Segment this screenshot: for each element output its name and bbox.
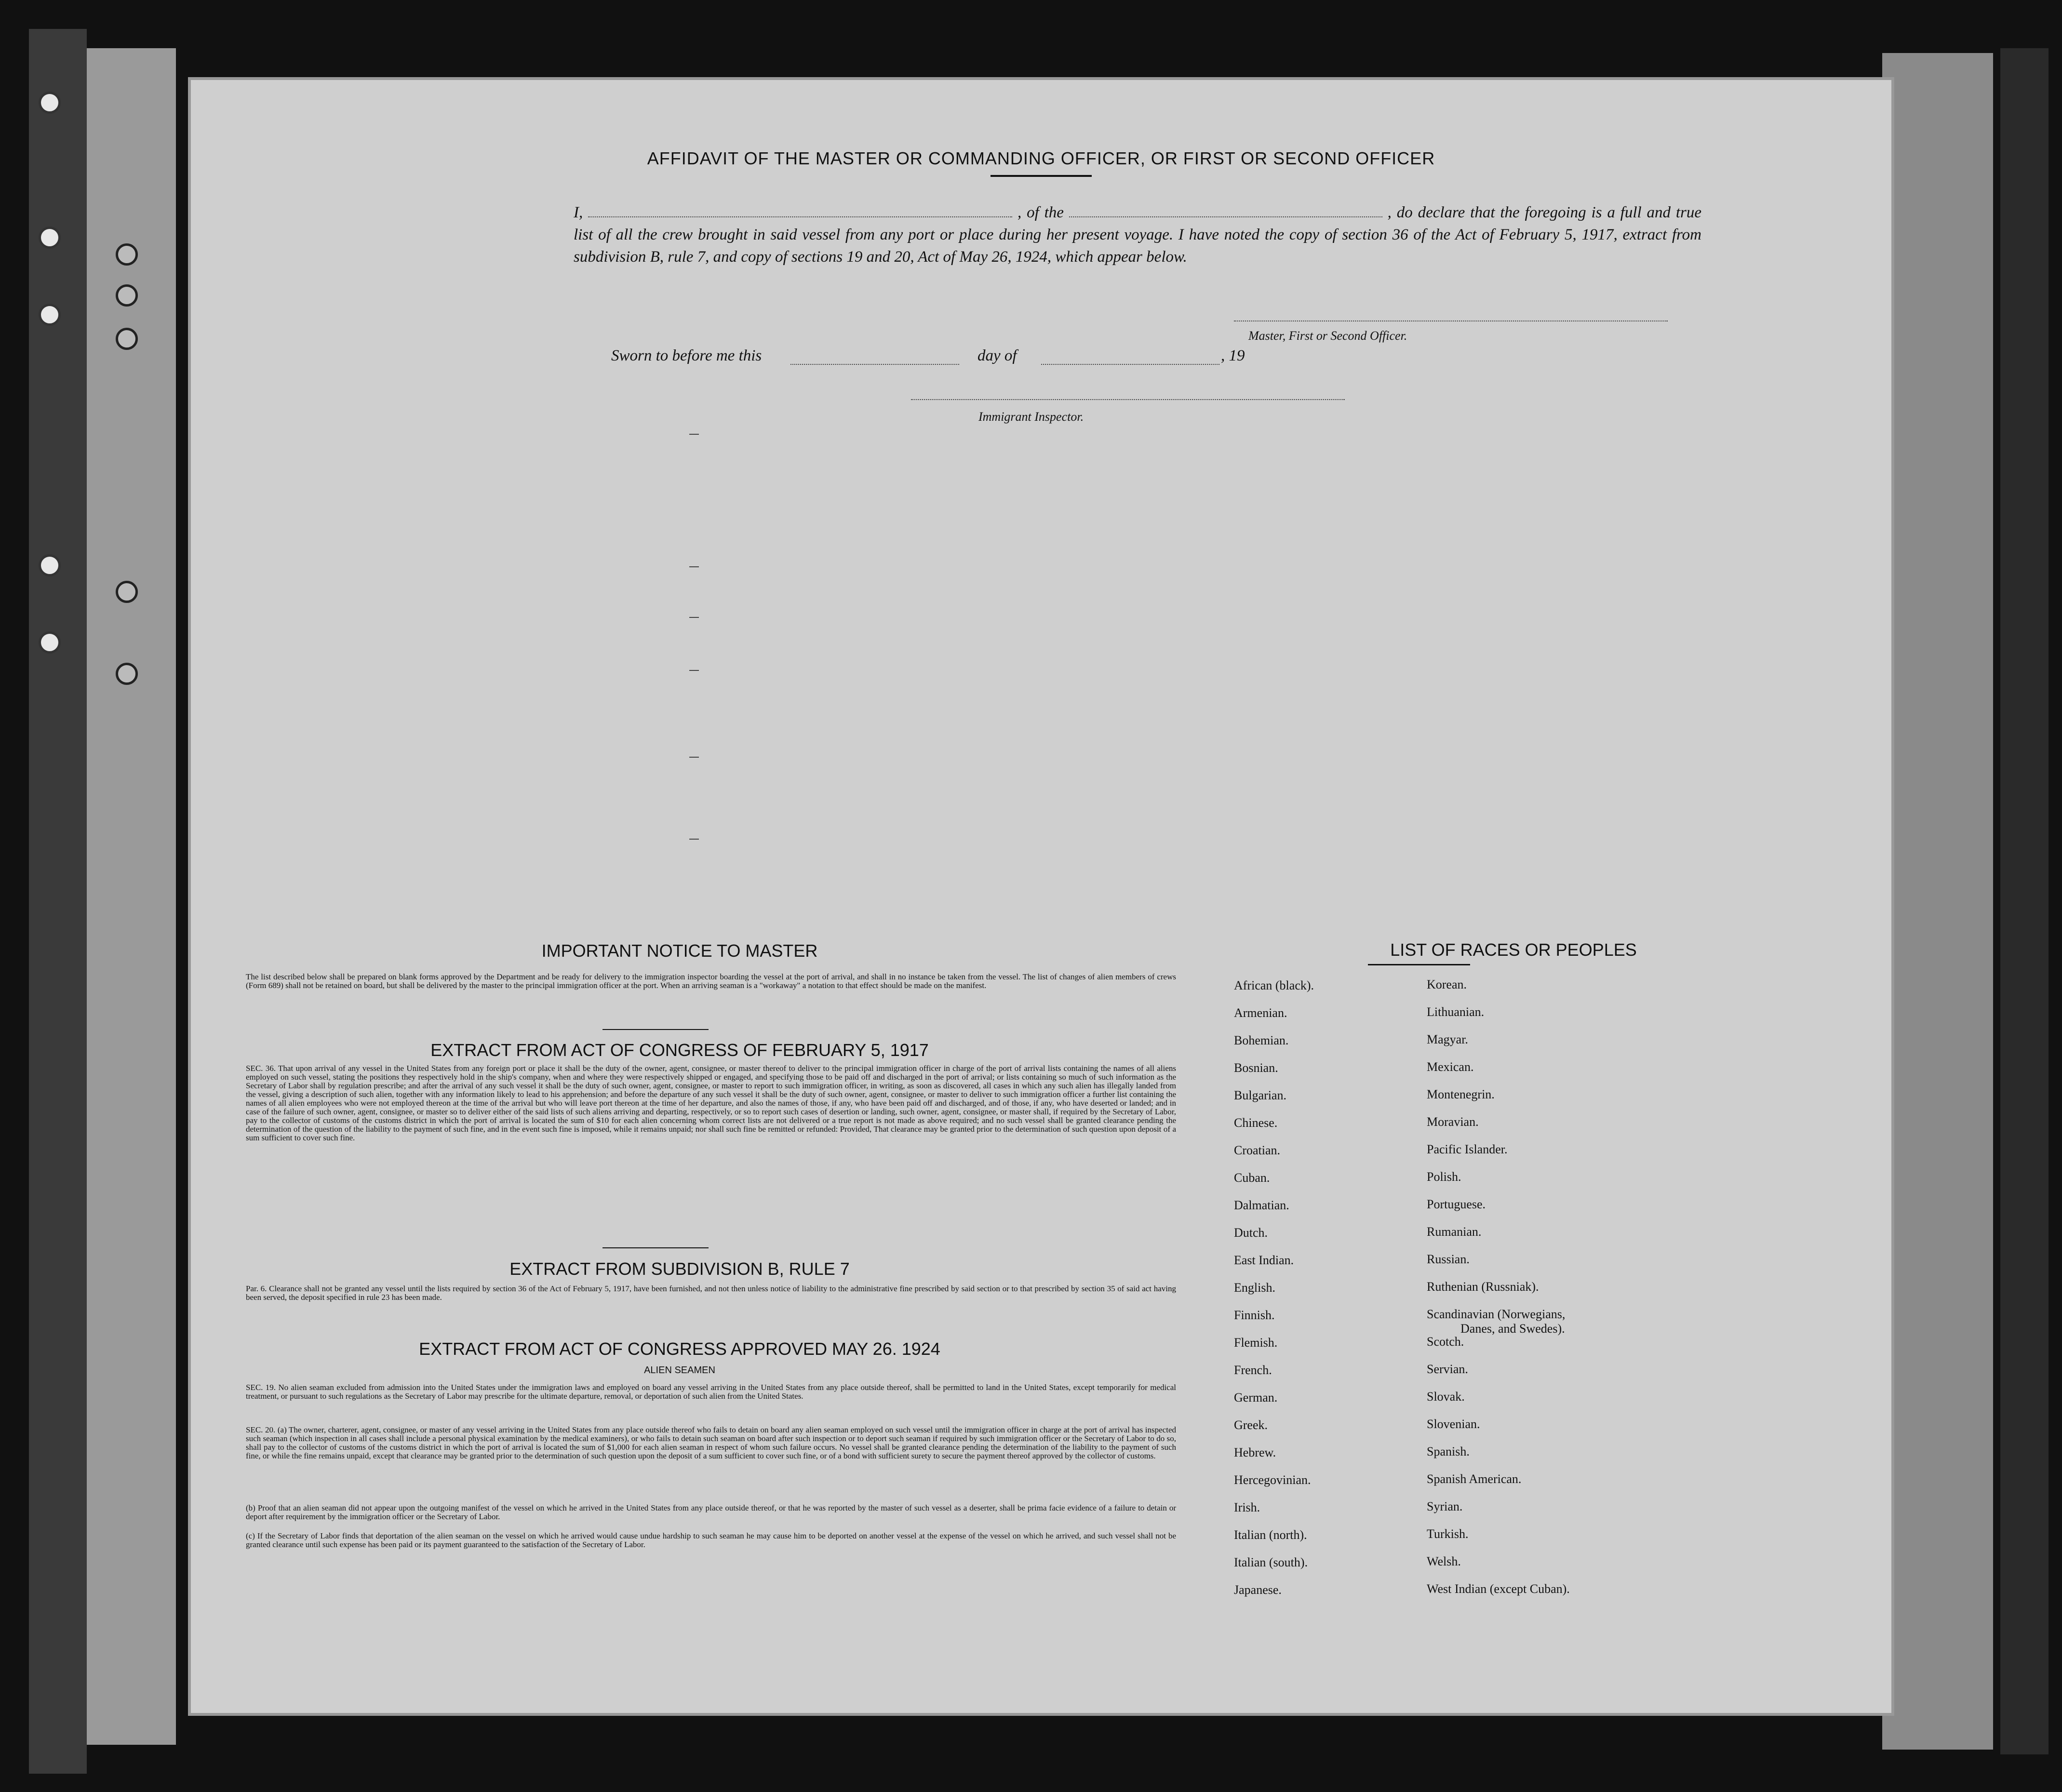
race-item: Armenian. [1234, 1006, 1287, 1020]
manifest-page [188, 77, 1894, 1716]
binder-hole [116, 243, 138, 266]
race-item: African (black). [1234, 978, 1314, 992]
race-item: Hebrew. [1234, 1445, 1276, 1459]
race-item: Croatian. [1234, 1143, 1281, 1157]
binder-hole [116, 663, 138, 685]
day-of-label: day of [977, 347, 1017, 364]
race-item: Moravian. [1427, 1115, 1479, 1129]
race-item: Scandinavian (Norwegians, Danes, and Swedes). [1427, 1307, 1570, 1335]
race-item: Lithuanian. [1427, 1005, 1485, 1019]
race-item: Scotch. [1427, 1335, 1464, 1349]
race-item: French. [1234, 1363, 1272, 1377]
notice-text: The list described below shall be prepared on blank forms approved by the Department and be ready for delivery to the immigration inspector boarding the vessel at the port of arrival, and shall in no instance be taken from the vessel. The list of changes of alien members of crews (Form 689) shall not be retained on board, but shall be delivered by the master to the principal immigration officer at the port. When an arriving seaman is a "workaway" a notation to that effect should be made on the manifest. [246, 972, 1176, 990]
section-rule [603, 1029, 709, 1030]
extract-rule7-text: Par. 6. Clearance shall not be granted any vessel until the lists required by section 36 of the Act of February 5, 1917, have been furnished, and not then unless notice of liability to the administrative fine prescribed by said section or to that prescribed by section 35 of said act having been served, the deposit specified in rule 23 has been made. [246, 1284, 1176, 1302]
race-item: Irish. [1234, 1500, 1260, 1514]
race-item: East Indian. [1234, 1253, 1294, 1267]
race-item: Italian (north). [1234, 1528, 1307, 1542]
race-item: Flemish. [1234, 1336, 1278, 1350]
race-item: Chinese. [1234, 1116, 1278, 1130]
race-item: Turkish. [1427, 1527, 1469, 1541]
sworn-label: Sworn to before me this [611, 347, 762, 364]
page-stack-edge [1882, 53, 1993, 1750]
race-item: Pacific Islander. [1427, 1142, 1508, 1156]
race-item: Magyar. [1427, 1032, 1468, 1046]
race-item: Spanish. [1427, 1444, 1470, 1458]
race-item: Bohemian. [1234, 1033, 1289, 1047]
races-rule [1368, 964, 1470, 965]
race-item: Ruthenian (Russniak). [1427, 1280, 1539, 1294]
section-rule [603, 1247, 709, 1248]
binder-hole [39, 227, 61, 249]
race-item: Slovenian. [1427, 1417, 1480, 1431]
race-item: Rumanian. [1427, 1225, 1482, 1239]
notice-title: IMPORTANT NOTICE TO MASTER [541, 941, 818, 961]
declaration [574, 201, 1701, 268]
extract-1917-text: SEC. 36. That upon arrival of any vessel in the United States from any foreign port or place it shall be the duty of the owner, agent, consignee, or master thereof to deliver to the principal immigration officer in charge of the port of arrival lists containing the names of all aliens employed on such vessel, stating the positions they respectively hold in the ship's company, when and where they were respectively shipped or engaged, and specifying those to be paid off and discharged in the port of arrival; or lists containing so much of such information as the Secretary of Labor shall by regulation prescribe; and after the arrival of any such vessel it shall be the duty of such owner, agent, consignee, or master to report to such immigration officer, in writing, as soon as discovered, all cases in which any such alien has illegally landed from the vessel, giving a description of such alien, together with any information likely to lead to his apprehension; and before the departure of any such vessel it shall be the duty of such owner, agent, consignee, or master to deliver to such immigration officer a further list containing the names of all alien employees who were not employed thereon at the time of the arrival but who will leave port thereon at the time of her departure, and also the names of those, if any, who have been paid off and discharged, and of those, if any, who have deserted or landed; and in case of the failure of such owner, agent, consignee, or master so to deliver either of the said lists of such aliens arriving and departing, respectively, or so to report such cases of desertion or landing, such owner, agent, consignee, or master shall, if required by the Secretary of Labor, pay to the collector of customs of the customs district in which the port of arrival is located the sum of $10 for each alien concerning whom correct lists are not delivered or a true report is not made as above required; and no such vessel shall be granted clearance pending the determination of the question of the liability to the payment of such fine, and in the event such fine is imposed, while it remains unpaid; nor shall such fine be remitted or refunded: Provided, That clearance may be granted prior to the determination of such question upon deposit of a sum sufficient to cover such fine. [246, 1064, 1176, 1142]
race-item: Greek. [1234, 1418, 1268, 1432]
sec-20c-text: (c) If the Secretary of Labor finds that deportation of the alien seaman on the vessel on which he arrived would cause undue hardship to such seaman he may cause him to be deported on another vessel at the expense of the vessel on which he arrived, and such vessel shall not be granted clearance until such expense has been paid or its payment guaranteed to the satisfaction of the Secretary of Labor. [246, 1531, 1176, 1549]
race-item: Dutch. [1234, 1226, 1268, 1240]
binder-hole [39, 92, 61, 114]
race-item: German. [1234, 1391, 1278, 1404]
sec-19-text: SEC. 19. No alien seaman excluded from admission into the United States under the immigration laws and employed on board any vessel arriving in the United States from any place outside thereof, shall be permitted to land in the United States, except temporarily for medical treatment, or pursuant to such regulations as the Secretary of Labor may prescribe for the ultimate departure, removal, or deportation of such alien from the United States. [246, 1383, 1176, 1401]
year-label: , 19 [1221, 347, 1245, 364]
race-item: Welsh. [1427, 1554, 1461, 1568]
binder-hole [116, 581, 138, 603]
race-item: Korean. [1427, 977, 1467, 991]
inspector-caption: Immigrant Inspector. [978, 410, 1084, 424]
races-list-left [1234, 978, 1314, 1610]
races-title: LIST OF RACES OR PEOPLES [1390, 940, 1637, 960]
margin-dash [689, 670, 699, 671]
race-item: Spanish American. [1427, 1472, 1522, 1486]
margin-dash [689, 434, 699, 435]
race-item: Hercegovinian. [1234, 1473, 1311, 1487]
race-item: Slovak. [1427, 1390, 1465, 1404]
race-item: English. [1234, 1281, 1275, 1295]
margin-dash [689, 566, 699, 567]
race-item: Finnish. [1234, 1308, 1275, 1322]
race-item: Portuguese. [1427, 1197, 1486, 1211]
sworn-day-field[interactable] [790, 364, 959, 365]
race-item: Japanese. [1234, 1583, 1282, 1597]
race-item: Bosnian. [1234, 1061, 1278, 1075]
race-item: West Indian (except Cuban). [1427, 1582, 1570, 1596]
binder-hole [116, 328, 138, 350]
race-item: Syrian. [1427, 1499, 1463, 1513]
race-item: Servian. [1427, 1362, 1468, 1376]
race-item: Bulgarian. [1234, 1088, 1287, 1102]
sec-20a-text: SEC. 20. (a) The owner, charterer, agent, consignee, or master of any vessel arriving in the United States from any place outside thereof who fails to detain on board any alien seaman employed on such vessel until the immigration officer in charge at the port of arrival has inspected such seaman (which inspection in all cases shall include a personal physical examination by the medical examiners), or who fails to detain such seaman on board after such inspection or to deport such seaman if required by such immigration officer or the Secretary of Labor to do so, shall pay to the collector of customs of the customs district in which the port of arrival is located the sum of $1,000 for each alien seaman in respect of whom such failure occurs. No vessel shall be granted clearance pending the determination of the liability to the payment of such fine, or while the fine remains unpaid, except that clearance may be granted prior to the determination of such question upon the deposit of a sum sufficient to cover such fine, or of a bond with sufficient surety to secure the payment thereof approved by the collector of customs. [246, 1425, 1176, 1460]
affidavit-title: AFFIDAVIT OF THE MASTER OR COMMANDING OFFICER, OR FIRST OR SECOND OFFICER [647, 148, 1435, 168]
extract-rule7-title: EXTRACT FROM SUBDIVISION B, RULE 7 [509, 1259, 850, 1279]
of-the-label: , of the [1017, 204, 1064, 221]
binder-hole [39, 554, 61, 576]
master-caption: Master, First or Second Officer. [1248, 329, 1407, 343]
declare-label: , do declare [1387, 204, 1465, 221]
race-item: Italian (south). [1234, 1555, 1308, 1569]
race-item: Cuban. [1234, 1171, 1270, 1185]
declarant-prefix: I, [574, 204, 583, 221]
binder-hole [39, 631, 61, 654]
binder-hole [39, 304, 61, 326]
inspector-signature-line[interactable] [911, 399, 1345, 400]
extract-1917-title: EXTRACT FROM ACT OF CONGRESS OF FEBRUARY 5, 1917 [430, 1040, 929, 1060]
declarant-name-field[interactable] [588, 216, 1012, 217]
declaration-body: that the foregoing is a full and true list of all the crew brought in said vessel from any port or place during her present voyage. I have noted the copy of section 36 of the Act of February 5, 1917, extract from subdivision B, rule 7, and copy of sections 19 and 20, Act of May 26, 1924, which appear below. [574, 204, 1702, 266]
sec-20b-text: (b) Proof that an alien seaman did not appear upon the outgoing manifest of the vessel on which he arrived in the United States from any place outside thereof, or that he was reported by the master of such vessel as a deserter, shall be prima facie evidence of a failure to detain or deport after requirement by the immigration officer or the Secretary of Labor. [246, 1503, 1176, 1521]
race-item-continuation: Danes, and Swedes). [1460, 1322, 1565, 1336]
alien-seamen-subtitle: ALIEN SEAMEN [644, 1365, 715, 1376]
binder-spine [29, 29, 87, 1774]
race-item: Mexican. [1427, 1060, 1474, 1074]
race-item: Russian. [1427, 1252, 1470, 1266]
races-list-right [1427, 977, 1570, 1609]
vessel-name-field[interactable] [1069, 216, 1382, 217]
title-rule [991, 175, 1092, 177]
binder-hole [116, 284, 138, 307]
sworn-month-field[interactable] [1041, 364, 1219, 365]
extract-1924-title: EXTRACT FROM ACT OF CONGRESS APPROVED MAY 26. 1924 [419, 1339, 940, 1359]
margin-dash [689, 617, 699, 618]
margin-dash [689, 839, 699, 840]
binder-right-edge [2000, 48, 2049, 1754]
race-item: Montenegrin. [1427, 1087, 1495, 1101]
margin-dash [689, 757, 699, 758]
race-item: Polish. [1427, 1170, 1461, 1184]
race-item: Dalmatian. [1234, 1198, 1289, 1212]
